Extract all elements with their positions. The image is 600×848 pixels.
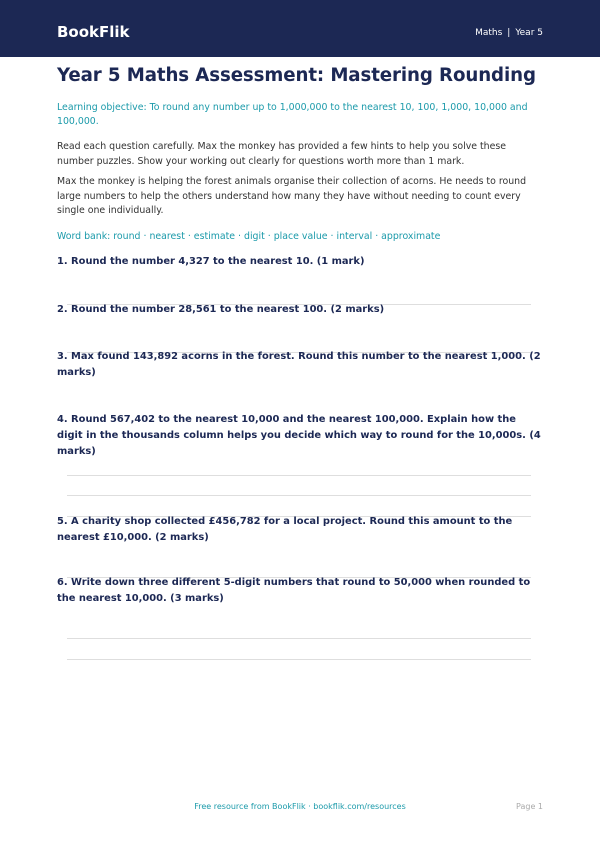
answer-line[interactable] bbox=[67, 495, 531, 496]
question-2: 2. Round the number 28,561 to the nearest 100. (2 marks) bbox=[57, 304, 385, 315]
answer-line[interactable] bbox=[67, 659, 531, 660]
question-4: 4. Round 567,402 to the nearest 10,000 and the nearest 100,000. Explain how the digit in the thousands column helps you decide which way to round for the 10,000s. (4 marks) bbox=[57, 414, 541, 457]
answer-line[interactable] bbox=[67, 638, 531, 639]
header-meta bbox=[475, 28, 543, 39]
learning-objective: Learning objective: To round any number up to 1,000,000 to the nearest 10, 100, 1,000, 10,000 and 100,000. bbox=[57, 102, 528, 127]
subject-label: Maths bbox=[475, 28, 503, 38]
page-number: Page 1 bbox=[516, 802, 543, 811]
header-bar bbox=[0, 0, 600, 57]
answer-line[interactable] bbox=[67, 475, 531, 476]
year-label: Year 5 bbox=[515, 28, 543, 38]
question-5: 5. A charity shop collected £456,782 for a local project. Round this amount to the nearest £10,000. (2 marks) bbox=[57, 516, 513, 543]
page-title: Year 5 Maths Assessment: Mastering Rounding bbox=[57, 65, 536, 86]
question-6: 6. Write down three different 5-digit numbers that round to 50,000 when rounded to the nearest 10,000. (3 marks) bbox=[57, 577, 531, 604]
header-separator: | bbox=[507, 28, 511, 38]
footer-credit: Free resource from BookFlik · bookflik.com/resources bbox=[194, 802, 406, 811]
intro-section bbox=[57, 64, 543, 244]
story-paragraph: Max the monkey is helping the forest animals organise their collection of acorns. He needs to round large numbers to help the others understand how many they have without needing to count every single one individually. bbox=[57, 176, 527, 216]
brand-logo: BookFlik bbox=[57, 23, 130, 41]
instructions-paragraph: Read each question carefully. Max the monkey has provided a few hints to help you solve these number puzzles. Show your working out clearly for questions worth more than 1 mark. bbox=[57, 141, 507, 167]
question-1: 1. Round the number 4,327 to the nearest 10. (1 mark) bbox=[57, 256, 365, 267]
word-bank: Word bank: round · nearest · estimate · digit · place value · interval · approximate bbox=[57, 230, 441, 242]
question-3: 3. Max found 143,892 acorns in the forest. Round this number to the nearest 1,000. (2 marks) bbox=[57, 351, 541, 378]
